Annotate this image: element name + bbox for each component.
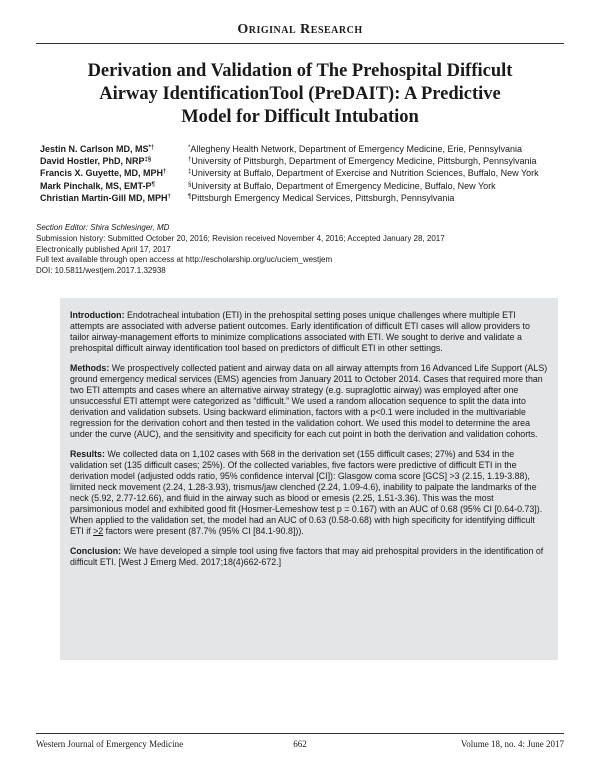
affiliation-text: University at Buffalo, Department of Exercise and Nutrition Sciences, Buffalo, New York	[191, 168, 539, 179]
author-affiliation-mark: ¶	[151, 181, 155, 188]
article-title	[40, 60, 560, 129]
affiliation-text: Pittsburgh Emergency Medical Services, Pittsburgh, Pennsylvania	[191, 192, 455, 203]
author-name: Christian Martin-Gill MD, MPH	[40, 192, 168, 203]
author	[40, 143, 171, 155]
affiliation-mark: ¶	[188, 193, 192, 200]
publication-date: Electronically published April 17, 2017	[36, 244, 171, 254]
footer-page-number: 662	[293, 739, 307, 749]
factor-threshold: >2	[93, 526, 104, 536]
affiliation	[188, 155, 539, 167]
header-divider	[36, 43, 564, 44]
author-name: Jestin N. Carlson MD, MS	[40, 144, 149, 154]
footer-divider	[36, 733, 564, 734]
fulltext-link[interactable]: Full text available through open access at http://escholarship.org/uc/uciem_westjem	[36, 255, 333, 265]
title-line: Model for Difficult Intubation	[181, 107, 419, 127]
author-name: Mark Pinchalk, MS, EMT-P	[40, 180, 152, 191]
author-list	[40, 143, 171, 204]
abstract-heading: Introduction:	[70, 310, 125, 320]
affiliation-text: Allegheny Health Network, Department of Emergency Medicine, Erie, Pennsylvania	[190, 144, 523, 154]
author-name: Francis X. Guyette, MD, MPH	[40, 168, 164, 179]
abstract-heading: Conclusion:	[70, 546, 122, 556]
section-label: Original Research	[237, 22, 363, 37]
abstract-text: We have developed a simple tool using five factors that may aid prehospital providers in the identification of difficult ETI. [West J Emerg Med. 2017;18(4)662-672.]	[70, 546, 544, 567]
affiliation	[188, 192, 539, 204]
affiliation	[188, 143, 539, 155]
affiliation-mark: ‡	[188, 169, 192, 176]
abstract-text: We prospectively collected patient and airway data on all airway attempts from 16 Advanced Life Support (ALS) ground emergency medical services (EMS) agencies from January 2011 to October 2014. Cases that required more than two ETI attempts and cases where an alternative airway strategy (e.g. supraglottic airway) was employed after one unsuccessful ETI attempt were categorized as “difficult.” We used a random allocation sequence to split the data into derivation and validation subsets. Using backward elimination, factors with a p<0.1 were included in the multivariable regression for the derivation cohort and then tested in the validation cohort. We used this model to determine the area under the curve (AUC), and the sensitivity and specificity for each cut point in both the derivation and validation cohorts.	[70, 363, 548, 439]
author	[40, 167, 171, 179]
affiliation	[188, 180, 539, 192]
affiliation-mark: †	[188, 157, 192, 164]
affiliation-mark: §	[188, 181, 192, 188]
footer-journal: Western Journal of Emergency Medicine	[36, 739, 184, 749]
affiliation-mark: *	[188, 145, 191, 151]
footer-volume: Volume 18, no. 4: June 2017	[460, 739, 564, 749]
abstract-heading: Results:	[70, 449, 105, 459]
affiliation-text: University of Pittsburgh, Department of Emergency Medicine, Pittsburgh, Pennsylvania	[191, 156, 537, 167]
abstract-conclusion	[70, 546, 548, 568]
abstract-methods	[70, 363, 548, 440]
abstract-heading: Methods:	[70, 363, 110, 373]
author	[40, 192, 171, 204]
section-editor: Section Editor: Shira Schlesinger, MD	[36, 223, 170, 232]
abstract-box	[60, 298, 558, 660]
article-metadata	[36, 223, 445, 277]
abstract-results	[70, 449, 548, 537]
affiliation-list	[188, 143, 539, 204]
author-affiliation-mark: †	[167, 193, 171, 200]
abstract-text: factors were present (87.7% (95% CI [84.1-90.8])).	[103, 526, 304, 536]
author-affiliation-mark: †	[163, 169, 167, 176]
title-line: Airway IdentificationTool (PreDAIT): A Predictive	[99, 84, 501, 104]
title-line: Derivation and Validation of The Prehospital Difficult	[87, 61, 513, 81]
affiliation	[188, 167, 539, 179]
author-affiliation-mark: *†	[148, 145, 155, 151]
abstract-text: Endotracheal intubation (ETI) in the prehospital setting poses unique challenges where multiple ETI attempts are associated with adverse patient outcomes. Early identification of difficult ETI cases will allow providers to tailor airway-management efforts to minimize complications associated with ETI. We sought to derive and validate a prehospital difficult airway identification tool based on predictors of difficult ETI in other settings.	[70, 310, 530, 353]
abstract-text: We collected data on 1,102 cases with 568 in the derivation set (155 difficult cases; 27%) and 534 in the validation set (135 difficult cases; 25%). Of the collected variables, five factors were predictive of difficult ETI in the derivation model (adjusted odds ratio, 95% confidence interval [CI]): Glasgow coma score [GCS] >3 (2.15, 1.19-3.88), limited neck movement (2.24, 1.28-3.93), trismus/jaw clenched (2.24, 1.09-4.6), inability to palpate the landmarks of the neck (5.92, 2.77-12.66), and fluid in the airway such as blood or emesis (2.25, 1.51-3.36). This was the most parsimonious model and exhibited good fit (Hosmer-Lemeshow test p = 0.167) with an AUC of 0.68 (95% CI [0.64-0.73]). When applied to the validation set, the model had an AUC of 0.63 (0.58-0.68) with high specificity for identifying difficult ETI if	[70, 449, 543, 536]
author	[40, 155, 171, 167]
abstract-introduction	[70, 310, 548, 354]
author-name: David Hostler, PhD, NRP	[40, 156, 145, 167]
submission-history: Submission history: Submitted October 20, 2016; Revision received November 4, 2016; Accepted January 28, 2017	[36, 233, 445, 243]
affiliation-text: University at Buffalo, Department of Emergency Medicine, Buffalo, New York	[191, 180, 496, 191]
author-affiliation-mark: ‡§	[144, 157, 152, 164]
doi[interactable]: DOI: 10.5811/westjem.2017.1.32938	[36, 266, 166, 276]
author	[40, 180, 171, 192]
